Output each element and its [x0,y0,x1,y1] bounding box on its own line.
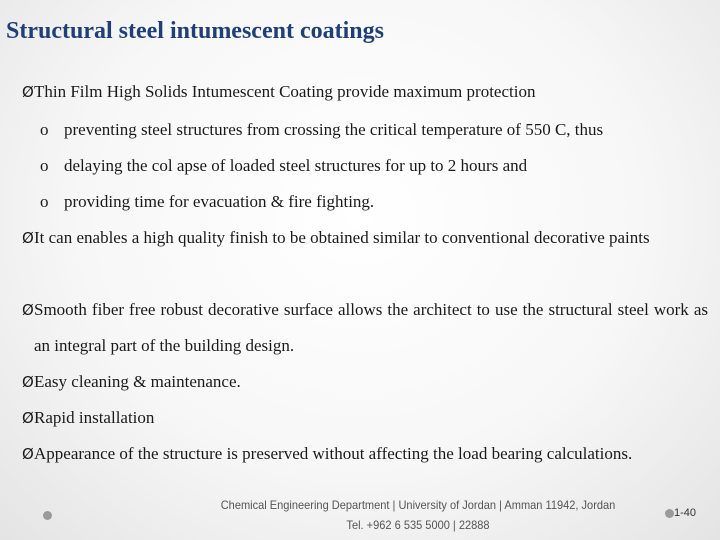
bullet-text: Thin Film High Solids Intumescent Coating provide maximum protection [34,82,536,101]
sub-bullet-text: providing time for evacuation & fire fighting. [64,192,375,211]
footer-line-2: Tel. +962 6 535 5000 | 22888 [346,518,490,532]
sub-bullet-2 [40,148,708,184]
sub-bullet-1 [40,112,708,148]
bullet-1 [22,74,708,110]
footer-right-dot [665,509,674,518]
bullet-3 [22,292,708,364]
arrow-bullet-icon: Ø [22,83,34,101]
footer-left-dot [43,511,52,520]
bullet-text: Rapid installation [34,408,155,427]
slide-title: Structural steel intumescent coatings [6,18,384,44]
footer-line-1: Chemical Engineering Department | University of Jordan | Amman 11942, Jordan [220,498,616,512]
arrow-bullet-icon: Ø [22,373,34,391]
arrow-bullet-icon: Ø [22,301,34,319]
bullet-4 [22,364,708,400]
bullet-text: It can enables a high quality finish to be obtained similar to conventional decorative paints [34,228,650,247]
arrow-bullet-icon: Ø [22,409,34,427]
sub-bullet-3 [40,184,708,220]
arrow-bullet-icon: Ø [22,445,34,463]
bullet-text: Appearance of the structure is preserved without affecting the load bearing calculations. [34,444,633,463]
sub-bullet-text: preventing steel structures from crossing the critical temperature of 550 C, thus [64,120,604,139]
bullet-text: Smooth fiber free robust decorative surface allows the architect to use the structural steel work as an integral part of the building design. [34,300,708,355]
sub-bullet-text: delaying the col apse of loaded steel structures for up to 2 hours and [64,156,528,175]
circle-bullet-icon: o [40,156,49,175]
bullet-6 [22,436,708,472]
page-number: 1-40 [674,507,697,519]
footer-contact [199,495,637,535]
circle-bullet-icon: o [40,192,49,211]
arrow-bullet-icon: Ø [22,229,34,247]
bullet-text: Easy cleaning & maintenance. [34,372,241,391]
circle-bullet-icon: o [40,120,49,139]
bullet-5 [22,400,708,436]
bullet-2 [22,220,708,256]
